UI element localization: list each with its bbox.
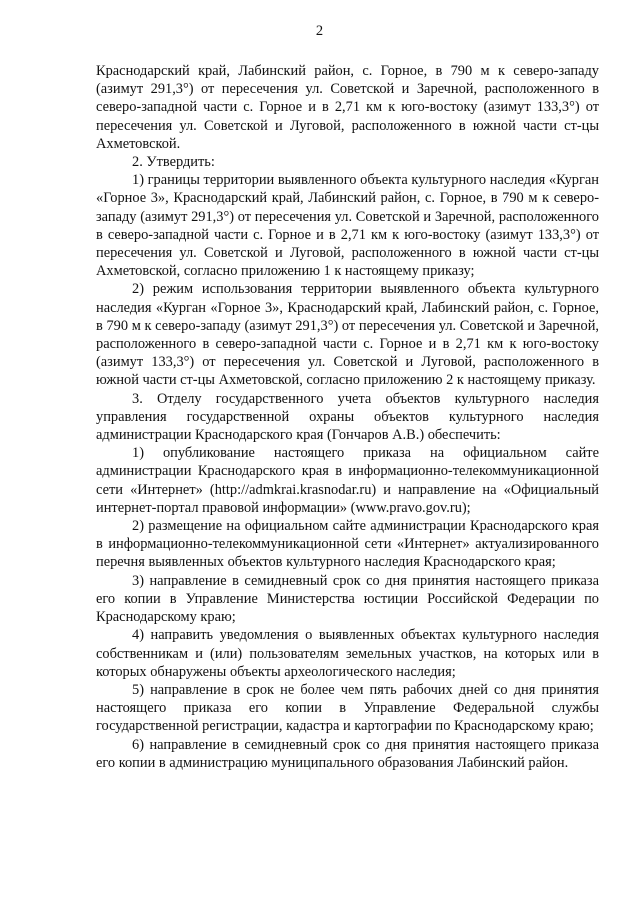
paragraph: 2) размещение на официальном сайте администрации Краснодарского края в информационно-телекоммуникационной сети «Интернет» актуализированного перечня выявленных объектов культурного наследия Краснодарского края; <box>96 518 599 571</box>
paragraph: 3) направление в семидневный срок со дня принятия настоящего приказа его копии в Управление Министерства юстиции Российской Федерации по Краснодарскому краю; <box>96 572 599 626</box>
paragraph: 6) направление в семидневный срок со дня принятия настоящего приказа его копии в администрацию муниципального образования Лабинский район. <box>96 736 599 771</box>
paragraph: 3. Отделу государственного учета объектов культурного наследия управления государственной охраны объектов культурного наследия администрации Краснодарского края (Гончаров А.В.) обеспечить: <box>96 390 599 444</box>
paragraph: 1) опубликование настоящего приказа на официальном сайте администрации Краснодарского края в информационно-телекоммуникационной сети «Интернет» (http://admkrai.krasnodar.ru) и направление на «Официальный интернет-портал правовой информации» (www.pravo.gov.ru); <box>96 445 599 516</box>
paragraph: 5) направление в срок не более чем пять рабочих дней со дня принятия настоящего приказа его копии в Управление Федеральной службы государственной регистрации, кадастра и картографии по Краснодарскому краю; <box>96 681 599 735</box>
paragraph: 4) направить уведомления о выявленных объектах культурного наследия собственникам и (или) пользователям земельных участков, на которых или в которых обнаружены объекты археологического наследия; <box>96 627 599 680</box>
paragraph: 1) границы территории выявленного объекта культурного наследия «Курган «Горное 3», Краснодарский край, Лабинский район, с. Горное, в 790 м к северо-западу (азимут 291,3°) от пересечения ул. Советской и Заречной, расположенного в северо-западной части с. Горное и в 2,71 км к юго-востоку (азимут 133,3°) от пересечения ул. Советской и Луговой, расположенного в южной части ст-цы Ахметовской, согласно приложению 1 к настоящему приказу; <box>96 172 599 280</box>
paragraph: 2) режим использования территории выявленного объекта культурного наследия «Курган «Горное 3», Краснодарский край, Лабинский район, с. Горное, в 790 м к северо-западу (азимут 291,3°) от пересечения ул. Советской и Заречной, расположенного в северо-западной части с. Горное и в 2,71 км к юго-востоку (азимут 133,3°) от пересечения ул. Советской и Луговой, расположенного в южной части ст-цы Ахметовской, согласно приложению 2 к настоящему приказу. <box>96 281 599 389</box>
paragraph-continuation: Краснодарский край, Лабинский район, с. Горное, в 790 м к северо-западу (азимут 291,3°) от пересечения ул. Советской и Заречной, расположенного в северо-западной части с. Горное и в 2,71 км к юго-востоку (азимут 133,3°) от пересечения ул. Советской и Луговой, расположенного в южной части ст-цы Ахметовской. <box>96 63 599 152</box>
page-number: 2 <box>315 23 324 39</box>
document-body <box>96 62 599 772</box>
paragraph: 2. Утвердить: <box>132 154 215 171</box>
